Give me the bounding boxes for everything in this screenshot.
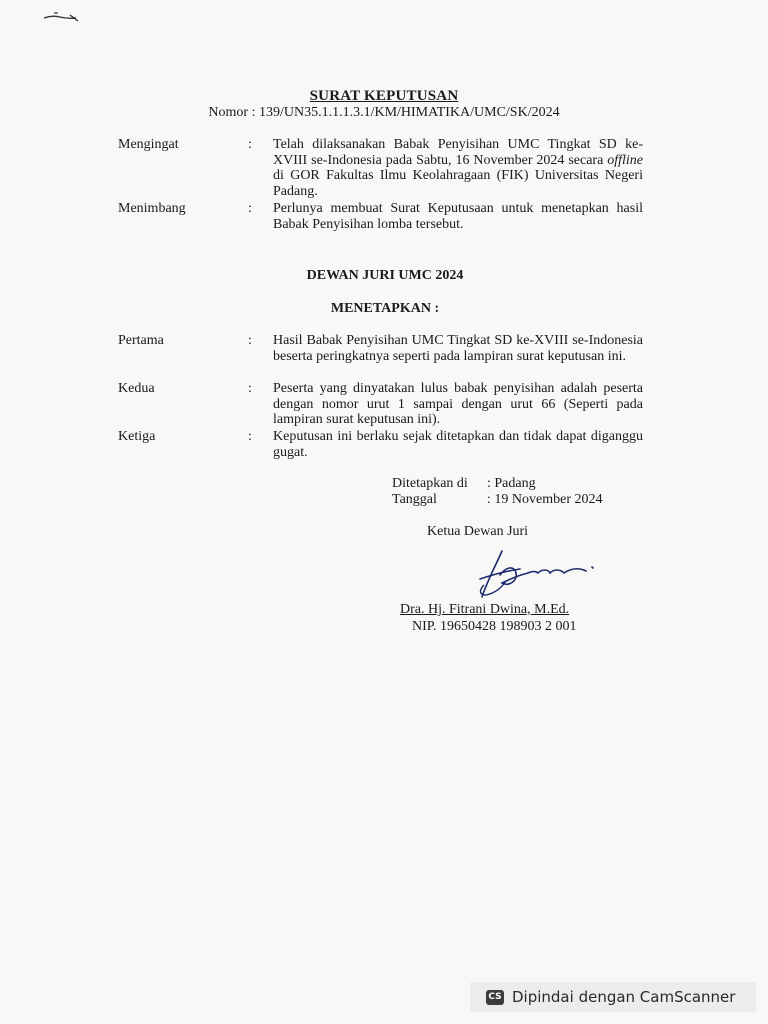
document-number: Nomor : 139/UN35.1.1.1.3.1/KM/HIMATIKA/UMC/SK/2024: [208, 105, 560, 120]
section-colon: :: [248, 137, 252, 152]
section-text: Hasil Babak Penyisihan UMC Tingkat SD ke-XVIII se-Indonesia beserta peringkatnya seperti pada lampiran surat keputusan ini.: [273, 333, 643, 364]
section-colon: :: [248, 201, 252, 216]
decide-heading: MENETAPKAN :: [330, 301, 440, 316]
italic-offline: offline: [607, 152, 643, 168]
section-colon: :: [248, 333, 252, 348]
date-value: : 19 November 2024: [487, 492, 603, 507]
section-label: Pertama: [118, 333, 164, 348]
section-colon: :: [248, 429, 252, 444]
section-label: Mengingat: [118, 137, 179, 152]
signer-nip: NIP. 19650428 198903 2 001: [412, 619, 577, 634]
section-label: Kedua: [118, 381, 155, 396]
date-label: Tanggal: [392, 492, 437, 507]
section-label: Menimbang: [118, 201, 186, 216]
council-heading: DEWAN JURI UMC 2024: [306, 268, 464, 283]
camscanner-logo-icon: CS: [486, 990, 504, 1005]
document-title: SURAT KEPUTUSAN: [309, 88, 459, 104]
place-value: : Padang: [487, 476, 536, 491]
place-label: Ditetapkan di: [392, 476, 468, 491]
section-label: Ketiga: [118, 429, 156, 444]
section-text: Keputusan ini berlaku sejak ditetapkan dan tidak dapat diganggu gugat.: [273, 429, 643, 460]
handwritten-signature: [462, 545, 602, 605]
signer-name: Dra. Hj. Fitrani Dwina, M.Ed.: [400, 602, 570, 617]
section-text: Peserta yang dinyatakan lulus babak penyisihan adalah peserta dengan nomor urut 1 sampai dengan urut 66 (Seperti pada lampiran surat keputusan ini).: [273, 381, 643, 427]
section-text: Telah dilaksanakan Babak Penyisihan UMC Tingkat SD ke-XVIII se-Indonesia pada Sabtu, 16 November 2024 secara offline di GOR Fakultas Ilmu Keolahragaan (FIK) Universitas Negeri Padang.: [273, 137, 643, 199]
camscanner-text: Dipindai dengan CamScanner: [512, 988, 736, 1006]
camscanner-watermark: [470, 982, 756, 1012]
section-text: Perlunya membuat Surat Keputusaan untuk menetapkan hasil Babak Penyisihan lomba tersebut.: [273, 201, 643, 232]
scan-artifact-mark: [40, 10, 84, 24]
signer-title: Ketua Dewan Juri: [427, 524, 529, 539]
section-colon: :: [248, 381, 252, 396]
